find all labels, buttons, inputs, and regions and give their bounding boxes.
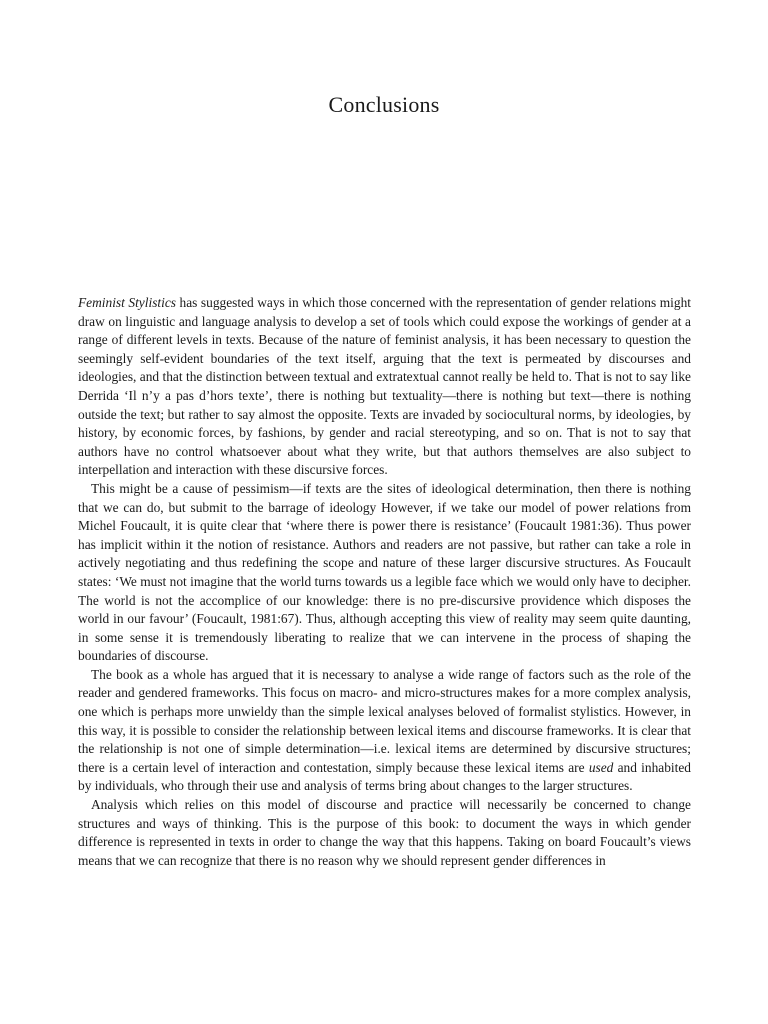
body-text: [78, 294, 691, 870]
book-title-italic: Feminist Stylistics: [78, 295, 176, 310]
paragraph-3-text-before: The book as a whole has argued that it is necessary to analyse a wide range of factors such as the role of the reader and gendered frameworks. This focus on macro- and micro-structures makes for a more complex analysis, one which is perhaps more unwieldy than the simple lexical analyses beloved of formalist stylistics. However, in this way, it is possible to consider the relationship between lexical items and discourse frameworks. It is clear that the relationship is not one of simple determination—i.e. lexical items are determined by discursive structures; there is a certain level of interaction and contestation, simply because these lexical items are: [78, 666, 691, 775]
paragraph-3-text-after: and inhabited by individuals, who through their use and analysis of terms bring about changes to the larger structures.: [78, 759, 691, 794]
emphasis-used: used: [588, 759, 614, 775]
paragraph-1: [78, 294, 691, 480]
paragraph-4: Analysis which relies on this model of discourse and practice will necessarily be concerned to change structures and ways of thinking. This is the purpose of this book: to document the ways in which gender difference is represented in texts in order to change the way that this happens. Taking on board Foucault’s views means that we can recognize that there is no reason why we should represent gender differences in: [78, 797, 691, 868]
paragraph-1-text: has suggested ways in which those concerned with the representation of gender relations might draw on linguistic and language analysis to develop a set of tools which could expose the workings of gender at a range of different levels in texts. Because of the nature of feminist analysis, it has been necessary to question the seemingly self-evident boundaries of the text itself, arguing that the text is permeated by discourses and ideologies, and that the distinction between textual and extratextual cannot really be held to. That is not to say like Derrida ‘Il n’y a pas d’hors texte’, there is nothing but textuality—there is nothing but text—there is nothing outside the text; but rather to say almost the opposite. Texts are invaded by sociocultural norms, by ideologies, by history, by economic forces, by fashions, by gender and racial stereotyping, and so on. That is not to say that authors have no control whatsoever about what they write, but that authors themselves are also subject to interpellation and interaction with these discursive forces.: [78, 295, 691, 478]
paragraph-3: [78, 666, 691, 796]
paragraph-2: This might be a cause of pessimism—if texts are the sites of ideological determination, then there is nothing that we can do, but submit to the barrage of ideology However, if we take our model of power relations from Michel Foucault, it is quite clear that ‘where there is power there is resistance’ (Foucault 1981:36). Thus power has implicit within it the notion of resistance. Authors and readers are not passive, but rather can take a role in actively negotiating and thus redefining the scope and nature of these larger discursive structures. As Foucault states: ‘We must not imagine that the world turns towards us a legible face which we would only have to decipher. The world is not the accomplice of our knowledge: there is no pre-discursive providence which disposes the world in our favour’ (Foucault, 1981:67). Thus, although accepting this view of reality may seem quite daunting, in some sense it is tremendously liberating to realize that we can intervene in the process of shaping the boundaries of discourse.: [78, 480, 691, 664]
page-title: Conclusions: [328, 92, 440, 117]
